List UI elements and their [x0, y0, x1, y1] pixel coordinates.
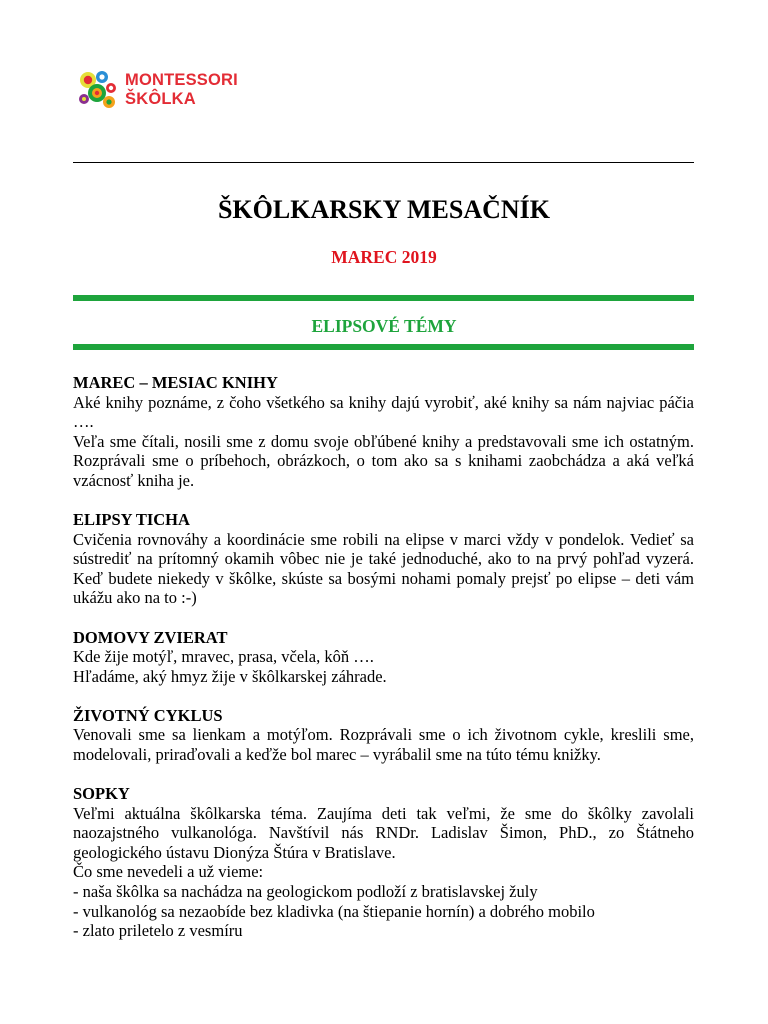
section-paragraph: Hľadáme, aký hmyz žije v škôlkarskej záhrade.	[73, 666, 387, 686]
green-divider-top	[73, 295, 694, 301]
section-domovy	[73, 628, 694, 687]
logo-line-1: MONTESSORI	[125, 71, 238, 89]
section-zivotny-cyklus	[73, 706, 694, 765]
section-heading: SOPKY	[73, 784, 130, 804]
theme-title: ELIPSOVÉ TÉMY	[311, 316, 457, 336]
section-paragraph: Veľmi aktuálna škôlkarska téma. Zaujíma deti tak veľmi, že sme do škôlky zavolali naozajstného vulkanológa. Navštívil nás RNDr. Ladislav Šimon, PhD., zo Štátneho geologického ústavu Dionýza Štúra v Bratislave.	[73, 803, 694, 862]
issue-date: MAREC 2019	[331, 247, 437, 267]
section-heading: MAREC – MESIAC KNIHY	[73, 373, 278, 392]
list-item: - zlato priletelo z vesmíru	[73, 921, 243, 941]
section-sopky	[73, 784, 694, 941]
section-heading: ELIPSY TICHA	[73, 510, 190, 530]
page-title: ŠKÔLKARSKY MESAČNÍK	[217, 195, 551, 224]
list-item: - vulkanológ sa nezaobíde bez kladivka (na štiepanie hornín) a dobrého mobilo	[73, 901, 595, 921]
list-item: - naša škôlka sa nachádza na geologickom podloží z bratislavskej žuly	[73, 882, 538, 902]
section-paragraph: Čo sme nevedeli a už vieme:	[73, 862, 264, 882]
section-paragraph: Kde žije motýľ, mravec, prasa, včela, kôň ….	[73, 647, 374, 667]
article-body	[73, 373, 694, 960]
section-paragraph: Cvičenia rovnováhy a koordinácie sme robili na elipse v marci vždy v pondelok. Vedieť sa sústrediť na prítomný okamih vôbec nie je také jednoduché, ako to na prvý pohľad vyzerá. Keď budete niekedy v škôlke, skúste sa bosými nohami pomaly prejsť po elipse – deti vám ukážu ako na to :-)	[73, 529, 694, 608]
section-elipsy	[73, 510, 694, 608]
section-paragraph: Veľa sme čítali, nosili sme z domu svoje obľúbené knihy a predstavovali sme ich ostatným. Rozprávali sme o príbehoch, obrázkoch, o tom ako sa s knihami zaobchádza a aká veľká vzácnosť kniha je.	[73, 431, 694, 490]
logo-line-2: ŠKÔLKA	[125, 90, 196, 108]
section-heading: DOMOVY ZVIERAT	[73, 627, 228, 647]
bullet-list	[73, 882, 694, 941]
logo-wordmark	[125, 71, 238, 109]
colorful-circles-logo-icon	[78, 70, 118, 110]
header-divider	[73, 162, 694, 163]
section-heading: ŽIVOTNÝ CYKLUS	[73, 705, 223, 725]
green-divider-bottom	[73, 344, 694, 350]
section-paragraph: Aké knihy poznáme, z čoho všetkého sa knihy dajú vyrobiť, aké knihy sa nám najviac páčia ….	[73, 392, 694, 432]
section-paragraph: Venovali sme sa lienkam a motýľom. Rozprávali sme o ich životnom cykle, kreslili sme, modelovali, priraďovali a keďže bol marec – vyrábalil sme na túto tému knižky.	[73, 725, 694, 764]
section-marec	[73, 373, 694, 491]
montessori-logo	[78, 70, 278, 112]
